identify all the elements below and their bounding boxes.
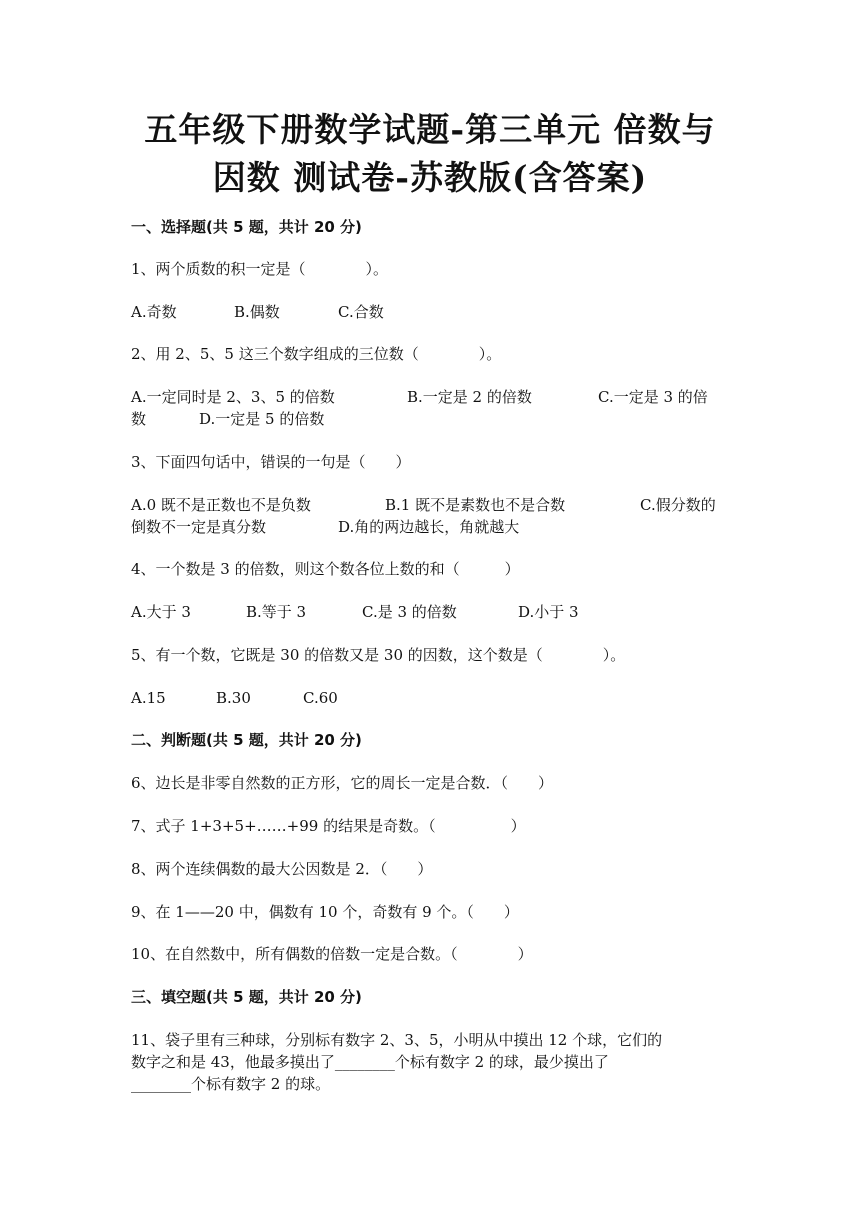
option-continuation: 数 bbox=[131, 410, 147, 428]
question-11-line-3: ________个标有数字 2 的球。 bbox=[131, 1075, 331, 1093]
option: B.30 bbox=[216, 689, 251, 707]
option: C.60 bbox=[303, 689, 338, 707]
question-4-options bbox=[131, 601, 579, 623]
option: C.是 3 的倍数 bbox=[362, 603, 457, 621]
option: D.小于 3 bbox=[518, 603, 579, 621]
question-4: 4、一个数是 3 的倍数，则这个数各位上数的和（ ） bbox=[131, 560, 520, 578]
question-1: 1、两个质数的积一定是（ ）。 bbox=[131, 260, 389, 278]
question-3-options-cont bbox=[131, 516, 519, 538]
section-heading-judge: 二、判断题(共 5 题，共计 20 分) bbox=[131, 731, 362, 749]
question-7: 7、式子 1+3+5+……+99 的结果是奇数。（ ） bbox=[131, 817, 526, 835]
question-2: 2、用 2、5、5 这三个数字组成的三位数（ ）。 bbox=[131, 345, 502, 363]
page-title-line-1: 五年级下册数学试题-第三单元 倍数与 bbox=[144, 110, 716, 149]
question-11-line-2: 数字之和是 43，他最多摸出了________个标有数字 2 的球，最少摸出了 bbox=[131, 1053, 609, 1071]
option: D.一定是 5 的倍数 bbox=[199, 410, 325, 428]
option: D.角的两边越长，角就越大 bbox=[338, 518, 520, 536]
question-6: 6、边长是非零自然数的正方形，它的周长一定是合数．（ ） bbox=[131, 774, 554, 792]
question-5: 5、有一个数，它既是 30 的倍数又是 30 的因数，这个数是（ ）。 bbox=[131, 646, 626, 664]
option: B.一定是 2 的倍数 bbox=[407, 388, 532, 406]
option: C.假分数的 bbox=[640, 496, 716, 514]
question-8: 8、两个连续偶数的最大公因数是 2．（ ） bbox=[131, 860, 433, 878]
option: A.15 bbox=[131, 689, 166, 707]
option: C.合数 bbox=[338, 303, 384, 321]
section-heading-choice: 一、选择题(共 5 题，共计 20 分) bbox=[131, 218, 362, 236]
option: B.偶数 bbox=[234, 303, 280, 321]
option: B.1 既不是素数也不是合数 bbox=[385, 496, 566, 514]
question-11-line-1: 11、袋子里有三种球，分别标有数字 2、3、5，小明从中摸出 12 个球，它们的 bbox=[131, 1031, 663, 1049]
question-9: 9、在 1——20 中，偶数有 10 个，奇数有 9 个。（ ） bbox=[131, 903, 519, 921]
question-3-options bbox=[131, 494, 716, 516]
section-heading-fill: 三、填空题(共 5 题，共计 20 分) bbox=[131, 988, 362, 1006]
page-title-line-2: 因数 测试卷-苏教版(含答案) bbox=[212, 158, 648, 197]
question-1-options bbox=[131, 301, 384, 323]
option: A.一定同时是 2、3、5 的倍数 bbox=[131, 388, 335, 406]
option: A.奇数 bbox=[131, 303, 177, 321]
option: C.一定是 3 的倍 bbox=[598, 388, 708, 406]
option: A.0 既不是正数也不是负数 bbox=[131, 496, 311, 514]
option-continuation: 倒数不一定是真分数 bbox=[131, 518, 267, 536]
question-2-options bbox=[131, 386, 708, 408]
question-5-options bbox=[131, 687, 338, 709]
question-3: 3、下面四句话中，错误的一句是（ ） bbox=[131, 453, 411, 471]
option: A.大于 3 bbox=[131, 603, 191, 621]
question-10: 10、在自然数中，所有偶数的倍数一定是合数。（ ） bbox=[131, 945, 533, 963]
question-2-options-cont bbox=[131, 408, 324, 430]
option: B.等于 3 bbox=[246, 603, 307, 621]
